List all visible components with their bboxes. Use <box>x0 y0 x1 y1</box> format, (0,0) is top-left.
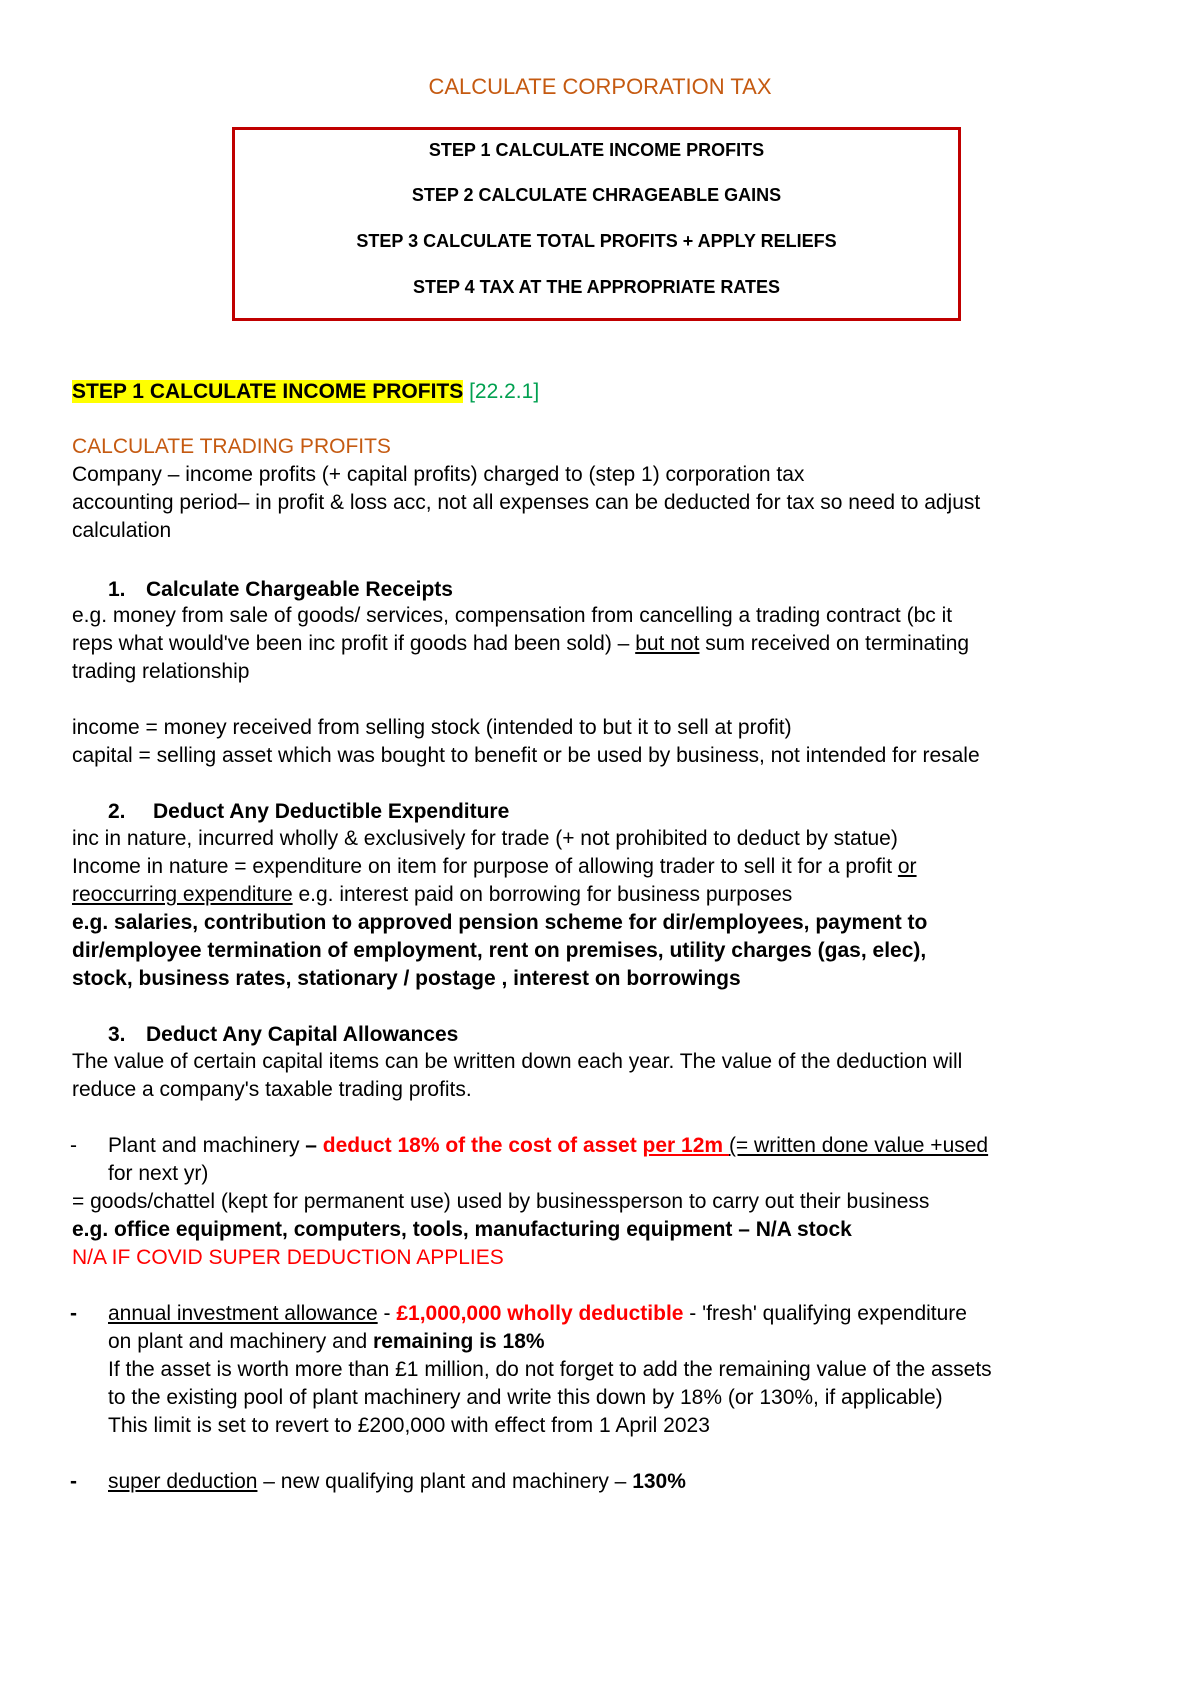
plant-machinery-line-2: for next yr) <box>108 1162 209 1185</box>
covid-note: N/A IF COVID SUPER DEDUCTION APPLIES <box>72 1246 504 1269</box>
plant-machinery-dash: - <box>70 1134 77 1157</box>
income-definition: income = money received from selling stock (intended to but it to sell at profit) <box>72 716 792 739</box>
page-title: CALCULATE CORPORATION TAX <box>428 74 772 99</box>
item2-heading: Deduct Any Deductible Expenditure <box>153 800 510 823</box>
step1-reference: [22.2.1] <box>469 380 540 403</box>
capital-definition: capital = selling asset which was bought to benefit or be used by business, not intended for resale <box>72 744 980 767</box>
item2-line-2: Income in nature = expenditure on item for purpose of allowing trader to sell it for a profit or <box>72 855 917 878</box>
item2-examples-1: e.g. salaries, contribution to approved pension scheme for dir/employees, payment to <box>72 911 928 934</box>
step1-heading: STEP 1 CALCULATE INCOME PROFITS <box>72 380 464 403</box>
step-2: STEP 2 CALCULATE CHRAGEABLE GAINS <box>411 185 782 205</box>
item2-line-1: inc in nature, incurred wholly & exclusively for trade (+ not prohibited to deduct by statue) <box>72 827 898 850</box>
item1-line-3: trading relationship <box>72 660 250 683</box>
item3-heading: Deduct Any Capital Allowances <box>146 1023 459 1046</box>
goods-definition: = goods/chattel (kept for permanent use) used by businessperson to carry out their business <box>72 1190 930 1213</box>
intro-line-2: accounting period– in profit & loss acc, not all expenses can be deducted for tax so need to adjust <box>72 491 981 514</box>
trading-heading: CALCULATE TRADING PROFITS <box>72 435 391 458</box>
aia-line-3: If the asset is worth more than £1 million, do not forget to add the remaining value of the assets <box>108 1358 992 1381</box>
item3-number: 3. <box>108 1023 126 1046</box>
intro-line-3: calculation <box>72 519 172 542</box>
item1-heading: Calculate Chargeable Receipts <box>146 578 453 601</box>
item2-line-3: reoccurring expenditure e.g. interest paid on borrowing for business purposes <box>72 883 793 906</box>
step-1: STEP 1 CALCULATE INCOME PROFITS <box>428 140 765 160</box>
step-4: STEP 4 TAX AT THE APPROPRIATE RATES <box>412 277 781 297</box>
item3-line-1: The value of certain capital items can be written down each year. The value of the deduction will <box>72 1050 963 1073</box>
item1-number: 1. <box>108 578 126 601</box>
item3-line-2: reduce a company's taxable trading profits. <box>72 1078 472 1101</box>
aia-line-4: to the existing pool of plant machinery and write this down by 18% (or 130%, if applicable) <box>108 1386 943 1409</box>
plant-machinery-line: Plant and machinery – deduct 18% of the cost of asset per 12m (= written done value +used <box>108 1134 989 1157</box>
item2-examples-2: dir/employee termination of employment, rent on premises, utility charges (gas, elec), <box>72 939 927 962</box>
step1-heading-line <box>72 378 539 406</box>
aia-line-2: on plant and machinery and remaining is 18% <box>108 1330 545 1353</box>
intro-line-1: Company – income profits (+ capital profits) charged to (step 1) corporation tax <box>72 463 805 486</box>
aia-line-1: annual investment allowance - £1,000,000 wholly deductible - 'fresh' qualifying expenditure <box>108 1302 967 1325</box>
step-3: STEP 3 CALCULATE TOTAL PROFITS + APPLY RELIEFS <box>356 231 837 251</box>
item1-line-2: reps what would've been inc profit if goods had been sold) – but not sum received on terminating <box>72 632 970 655</box>
item2-examples-3: stock, business rates, stationary / postage , interest on borrowings <box>72 967 741 990</box>
item2-number: 2. <box>108 800 126 823</box>
plant-examples: e.g. office equipment, computers, tools, manufacturing equipment – N/A stock <box>72 1218 852 1241</box>
aia-dash: - <box>70 1302 77 1325</box>
steps-box <box>232 127 961 321</box>
super-deduction-dash: - <box>70 1470 77 1493</box>
super-deduction-line: super deduction – new qualifying plant and machinery – 130% <box>108 1470 686 1493</box>
aia-line-5: This limit is set to revert to £200,000 with effect from 1 April 2023 <box>108 1414 710 1437</box>
item1-line-1: e.g. money from sale of goods/ services, compensation from cancelling a trading contract (bc it <box>72 604 953 627</box>
